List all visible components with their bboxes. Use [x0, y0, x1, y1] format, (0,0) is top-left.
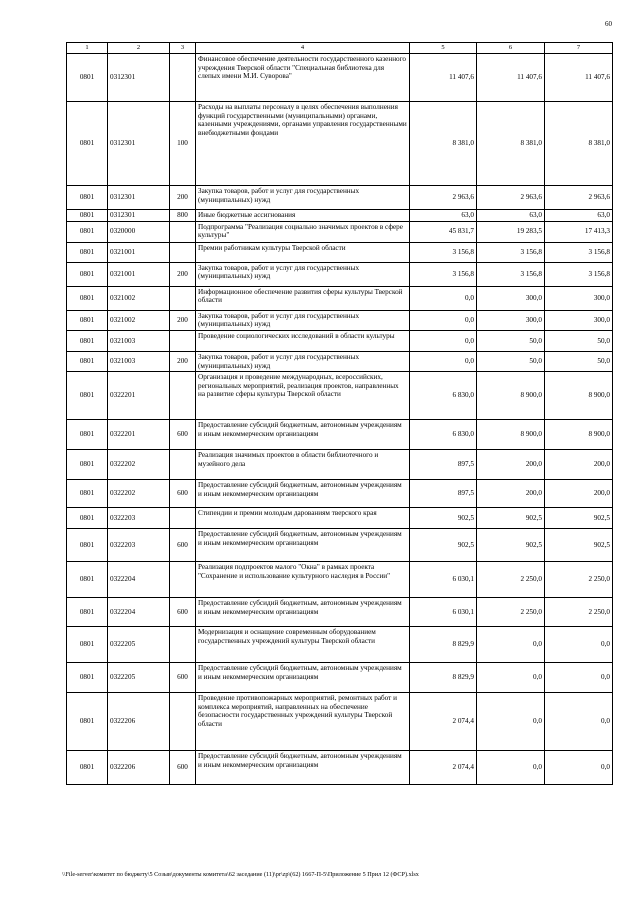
amount-year2-cell: 3 156,8 [477, 242, 545, 262]
column-header: 2 [108, 43, 170, 54]
expense-type-cell: 200 [170, 262, 196, 286]
table-row [67, 508, 613, 529]
target-article-cell: 0312301 [108, 54, 170, 102]
amount-year3-cell: 50,0 [545, 351, 613, 371]
table-row [67, 598, 613, 627]
code-section-cell: 0801 [67, 330, 108, 351]
code-section-cell: 0801 [67, 627, 108, 663]
column-header: 1 [67, 43, 108, 54]
code-section-cell: 0801 [67, 529, 108, 562]
amount-year2-cell: 902,5 [477, 508, 545, 529]
amount-year1-cell: 11 407,6 [410, 54, 477, 102]
amount-year2-cell: 200,0 [477, 480, 545, 508]
table-row [67, 480, 613, 508]
amount-year3-cell: 50,0 [545, 330, 613, 351]
target-article-cell: 0322204 [108, 562, 170, 598]
column-header: 5 [410, 43, 477, 54]
amount-year1-cell: 902,5 [410, 529, 477, 562]
column-header: 6 [477, 43, 545, 54]
amount-year3-cell: 200,0 [545, 480, 613, 508]
expense-type-cell [170, 508, 196, 529]
amount-year2-cell: 3 156,8 [477, 262, 545, 286]
table-row [67, 751, 613, 785]
table-row [67, 330, 613, 351]
column-header: 7 [545, 43, 613, 54]
description-cell: Предоставление субсидий бюджетным, автономным учреждениям и иным некоммерческим организациям [196, 480, 410, 508]
description-cell: Подпрограмма "Реализация социально значимых проектов в сфере культуры" [196, 221, 410, 242]
table-row [67, 210, 613, 222]
table-row [67, 693, 613, 751]
code-section-cell: 0801 [67, 210, 108, 222]
target-article-cell: 0320000 [108, 221, 170, 242]
description-cell: Стипендии и премии молодым дарованиям тверского края [196, 508, 410, 529]
expense-type-cell: 600 [170, 598, 196, 627]
target-article-cell: 0312301 [108, 102, 170, 186]
amount-year3-cell: 0,0 [545, 751, 613, 785]
target-article-cell: 0322203 [108, 529, 170, 562]
amount-year1-cell: 2 074,4 [410, 693, 477, 751]
table-row [67, 221, 613, 242]
target-article-cell: 0322205 [108, 627, 170, 663]
expense-type-cell: 800 [170, 210, 196, 222]
amount-year2-cell: 902,5 [477, 529, 545, 562]
expense-type-cell [170, 450, 196, 480]
code-section-cell: 0801 [67, 508, 108, 529]
table-row [67, 262, 613, 286]
target-article-cell: 0321003 [108, 351, 170, 371]
amount-year1-cell: 0,0 [410, 310, 477, 330]
code-section-cell: 0801 [67, 351, 108, 371]
expense-type-cell: 100 [170, 102, 196, 186]
target-article-cell: 0321002 [108, 286, 170, 310]
expense-type-cell [170, 627, 196, 663]
amount-year3-cell: 902,5 [545, 529, 613, 562]
target-article-cell: 0322204 [108, 598, 170, 627]
description-cell: Информационное обеспечение развития сферы культуры Тверской области [196, 286, 410, 310]
target-article-cell: 0312301 [108, 186, 170, 210]
expense-type-cell [170, 286, 196, 310]
target-article-cell: 0322206 [108, 751, 170, 785]
code-section-cell: 0801 [67, 242, 108, 262]
table-row [67, 54, 613, 102]
table-row [67, 351, 613, 371]
amount-year1-cell: 2 963,6 [410, 186, 477, 210]
code-section-cell: 0801 [67, 286, 108, 310]
expense-type-cell: 600 [170, 420, 196, 450]
code-section-cell: 0801 [67, 480, 108, 508]
description-cell: Предоставление субсидий бюджетным, автономным учреждениям и иным некоммерческим организациям [196, 663, 410, 693]
code-section-cell: 0801 [67, 562, 108, 598]
amount-year1-cell: 2 074,4 [410, 751, 477, 785]
amount-year2-cell: 0,0 [477, 663, 545, 693]
description-cell: Предоставление субсидий бюджетным, автономным учреждениям и иным некоммерческим организациям [196, 420, 410, 450]
amount-year3-cell: 2 250,0 [545, 598, 613, 627]
description-cell: Расходы на выплаты персоналу в целях обеспечения выполнения функций государственными (муниципальными) органами, казенными учреждениями, органами управления государственными внебюджетными фондами [196, 102, 410, 186]
target-article-cell: 0322201 [108, 420, 170, 450]
amount-year1-cell: 0,0 [410, 351, 477, 371]
expense-type-cell [170, 693, 196, 751]
table-row [67, 663, 613, 693]
amount-year1-cell: 45 831,7 [410, 221, 477, 242]
target-article-cell: 0322203 [108, 508, 170, 529]
table-row [67, 529, 613, 562]
description-cell: Закупка товаров, работ и услуг для государственных (муниципальных) нужд [196, 351, 410, 371]
target-article-cell: 0322205 [108, 663, 170, 693]
expense-type-cell [170, 562, 196, 598]
description-cell: Предоставление субсидий бюджетным, автономным учреждениям и иным некоммерческим организациям [196, 598, 410, 627]
description-cell: Реализация значимых проектов в области библиотечного и музейного дела [196, 450, 410, 480]
amount-year2-cell: 8 381,0 [477, 102, 545, 186]
amount-year1-cell: 902,5 [410, 508, 477, 529]
amount-year3-cell: 11 407,6 [545, 54, 613, 102]
amount-year3-cell: 3 156,8 [545, 262, 613, 286]
amount-year2-cell: 200,0 [477, 450, 545, 480]
description-cell: Закупка товаров, работ и услуг для государственных (муниципальных) нужд [196, 186, 410, 210]
amount-year2-cell: 50,0 [477, 330, 545, 351]
target-article-cell: 0321002 [108, 310, 170, 330]
table-row [67, 562, 613, 598]
amount-year1-cell: 6 830,0 [410, 372, 477, 420]
amount-year3-cell: 8 900,0 [545, 420, 613, 450]
expense-type-cell: 200 [170, 310, 196, 330]
code-section-cell: 0801 [67, 663, 108, 693]
target-article-cell: 0312301 [108, 210, 170, 222]
amount-year3-cell: 8 381,0 [545, 102, 613, 186]
expense-type-cell: 200 [170, 351, 196, 371]
description-cell: Предоставление субсидий бюджетным, автономным учреждениям и иным некоммерческим организациям [196, 529, 410, 562]
amount-year3-cell: 17 413,3 [545, 221, 613, 242]
amount-year1-cell: 8 829,9 [410, 663, 477, 693]
description-cell: Реализация подпроектов малого "Окна" в рамках проекта "Сохранение и использование культурного наследия в России" [196, 562, 410, 598]
amount-year2-cell: 2 250,0 [477, 598, 545, 627]
target-article-cell: 0322202 [108, 450, 170, 480]
expense-type-cell [170, 330, 196, 351]
target-article-cell: 0321001 [108, 262, 170, 286]
amount-year3-cell: 3 156,8 [545, 242, 613, 262]
amount-year2-cell: 8 900,0 [477, 420, 545, 450]
target-article-cell: 0321003 [108, 330, 170, 351]
table-row [67, 242, 613, 262]
amount-year3-cell: 0,0 [545, 693, 613, 751]
amount-year2-cell: 50,0 [477, 351, 545, 371]
amount-year3-cell: 2 963,6 [545, 186, 613, 210]
code-section-cell: 0801 [67, 450, 108, 480]
code-section-cell: 0801 [67, 102, 108, 186]
expense-type-cell [170, 242, 196, 262]
code-section-cell: 0801 [67, 221, 108, 242]
target-article-cell: 0322206 [108, 693, 170, 751]
amount-year1-cell: 6 030,1 [410, 598, 477, 627]
amount-year1-cell: 6 830,0 [410, 420, 477, 450]
code-section-cell: 0801 [67, 186, 108, 210]
table-row [67, 286, 613, 310]
target-article-cell: 0322201 [108, 372, 170, 420]
amount-year2-cell: 19 283,5 [477, 221, 545, 242]
expense-type-cell: 600 [170, 751, 196, 785]
code-section-cell: 0801 [67, 310, 108, 330]
code-section-cell: 0801 [67, 262, 108, 286]
target-article-cell: 0321001 [108, 242, 170, 262]
amount-year2-cell: 0,0 [477, 693, 545, 751]
code-section-cell: 0801 [67, 693, 108, 751]
table-row [67, 372, 613, 420]
amount-year1-cell: 6 030,1 [410, 562, 477, 598]
amount-year2-cell: 63,0 [477, 210, 545, 222]
column-header: 3 [170, 43, 196, 54]
amount-year1-cell: 897,5 [410, 450, 477, 480]
table-row [67, 420, 613, 450]
code-section-cell: 0801 [67, 751, 108, 785]
target-article-cell: 0322202 [108, 480, 170, 508]
code-section-cell: 0801 [67, 598, 108, 627]
amount-year1-cell: 3 156,8 [410, 242, 477, 262]
expense-type-cell [170, 54, 196, 102]
amount-year3-cell: 300,0 [545, 286, 613, 310]
table-row [67, 450, 613, 480]
amount-year1-cell: 8 381,0 [410, 102, 477, 186]
amount-year2-cell: 11 407,6 [477, 54, 545, 102]
description-cell: Модернизация и оснащение современным оборудованием государственных учреждений культуры Тверской области [196, 627, 410, 663]
amount-year2-cell: 300,0 [477, 310, 545, 330]
amount-year3-cell: 0,0 [545, 663, 613, 693]
expense-type-cell: 600 [170, 480, 196, 508]
page-number: 60 [605, 20, 612, 28]
code-section-cell: 0801 [67, 420, 108, 450]
amount-year2-cell: 300,0 [477, 286, 545, 310]
table-row [67, 627, 613, 663]
amount-year3-cell: 63,0 [545, 210, 613, 222]
code-section-cell: 0801 [67, 54, 108, 102]
description-cell: Организация и проведение международных, всероссийских, региональных мероприятий, реализация проектов, направленных на развитие сферы культуры Тверской области [196, 372, 410, 420]
expense-type-cell [170, 372, 196, 420]
description-cell: Закупка товаров, работ и услуг для государственных (муниципальных) нужд [196, 262, 410, 286]
description-cell: Премии работникам культуры Тверской области [196, 242, 410, 262]
amount-year2-cell: 0,0 [477, 627, 545, 663]
amount-year1-cell: 897,5 [410, 480, 477, 508]
amount-year1-cell: 8 829,9 [410, 627, 477, 663]
amount-year3-cell: 200,0 [545, 450, 613, 480]
amount-year3-cell: 300,0 [545, 310, 613, 330]
column-header: 4 [196, 43, 410, 54]
amount-year1-cell: 0,0 [410, 330, 477, 351]
amount-year3-cell: 2 250,0 [545, 562, 613, 598]
description-cell: Предоставление субсидий бюджетным, автономным учреждениям и иным некоммерческим организациям [196, 751, 410, 785]
amount-year3-cell: 0,0 [545, 627, 613, 663]
amount-year1-cell: 63,0 [410, 210, 477, 222]
code-section-cell: 0801 [67, 372, 108, 420]
description-cell: Проведение противопожарных мероприятий, ремонтных работ и комплекса мероприятий, направленных на обеспечение безопасности государственных учреждений культуры Тверской области [196, 693, 410, 751]
budget-table [66, 42, 613, 785]
amount-year1-cell: 0,0 [410, 286, 477, 310]
table-row [67, 186, 613, 210]
expense-type-cell: 600 [170, 529, 196, 562]
expense-type-cell: 200 [170, 186, 196, 210]
amount-year3-cell: 902,5 [545, 508, 613, 529]
expense-type-cell [170, 221, 196, 242]
amount-year1-cell: 3 156,8 [410, 262, 477, 286]
table-row [67, 102, 613, 186]
description-cell: Проведение социологических исследований в области культуры [196, 330, 410, 351]
amount-year2-cell: 0,0 [477, 751, 545, 785]
table-row [67, 310, 613, 330]
amount-year2-cell: 2 250,0 [477, 562, 545, 598]
amount-year2-cell: 8 900,0 [477, 372, 545, 420]
file-path-footer: \\File-server\комитет по бюджету\5 Созыв\документы комитета\62 заседание (11)\pr\zp\(62) 1667-П-5\Приложение 5 Прил 12 (ФСР).xlsx [62, 871, 419, 878]
amount-year3-cell: 8 900,0 [545, 372, 613, 420]
amount-year2-cell: 2 963,6 [477, 186, 545, 210]
description-cell: Иные бюджетные ассигнования [196, 210, 410, 222]
table-header-row [67, 43, 613, 54]
description-cell: Закупка товаров, работ и услуг для государственных (муниципальных) нужд [196, 310, 410, 330]
description-cell: Финансовое обеспечение деятельности государственного казенного учреждения Тверской области "Специальная библиотека для слепых имени М.И. Суворова" [196, 54, 410, 102]
expense-type-cell: 600 [170, 663, 196, 693]
